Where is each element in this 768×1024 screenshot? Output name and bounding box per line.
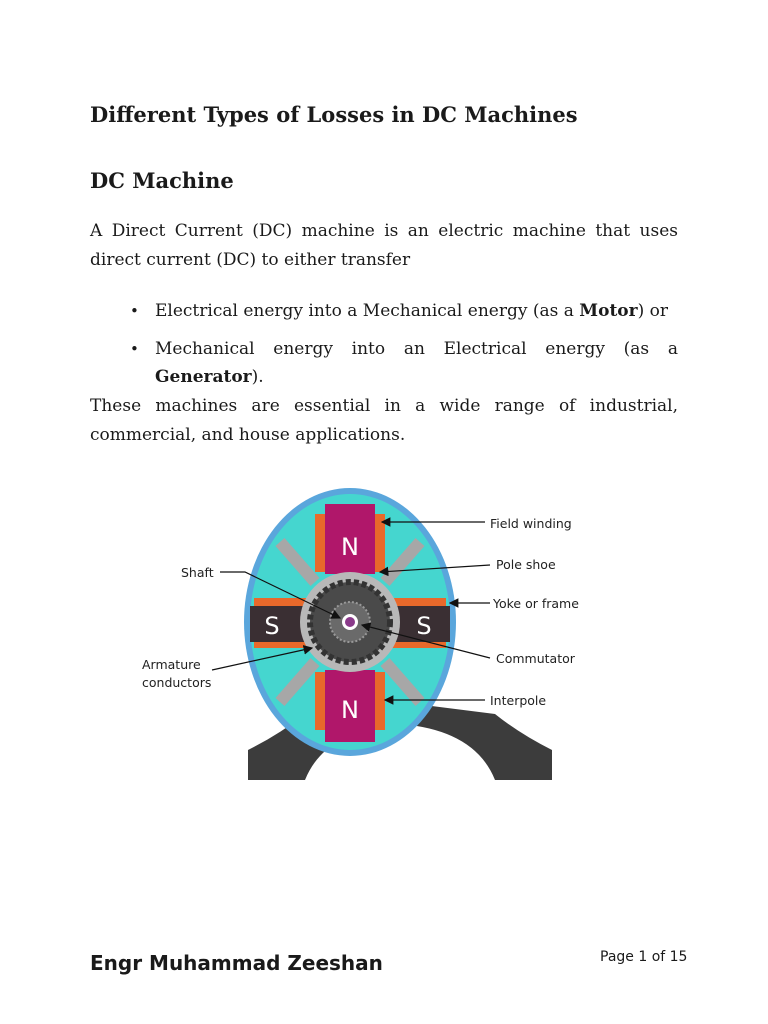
pole-label-top: N: [341, 533, 359, 561]
label-commutator: Commutator: [496, 651, 575, 666]
label-field-winding: Field winding: [490, 516, 572, 531]
intro-paragraph: A Direct Current (DC) machine is an electric machine that uses direct current (DC) to either transfer: [90, 221, 678, 270]
pole-label-bottom: N: [341, 696, 359, 724]
footer-author: Engr Muhammad Zeeshan: [90, 951, 383, 975]
generator-term: Generator: [155, 367, 252, 387]
motor-term: Motor: [579, 301, 638, 321]
pole-label-right: S: [416, 612, 432, 640]
label-shaft: Shaft: [181, 565, 214, 580]
bullet-dot-icon: •: [130, 339, 139, 358]
document-title: Different Types of Losses in DC Machines: [90, 102, 578, 127]
label-interpole: Interpole: [490, 693, 547, 708]
label-armature-2: conductors: [142, 675, 212, 690]
label-armature-1: Armature: [142, 657, 201, 672]
page-number: Page 1 of 15: [600, 949, 688, 965]
bullet-dot-icon: •: [130, 302, 139, 320]
bullet-item: • Mechanical energy into an Electrical energy (as a Generator).: [90, 335, 678, 392]
label-yoke: Yoke or frame: [493, 596, 579, 611]
dc-machine-diagram: [130, 462, 670, 792]
bullet-list: [90, 297, 678, 401]
label-pole-shoe: Pole shoe: [496, 557, 556, 572]
closing-paragraph: These machines are essential in a wide range of industrial, commercial, and house applications.: [90, 396, 678, 445]
shaft-core: [345, 617, 355, 627]
bullet-item: • Electrical energy into a Mechanical energy (as a Motor) or: [90, 297, 678, 326]
pole-label-left: S: [264, 612, 280, 640]
section-heading: DC Machine: [90, 168, 234, 193]
